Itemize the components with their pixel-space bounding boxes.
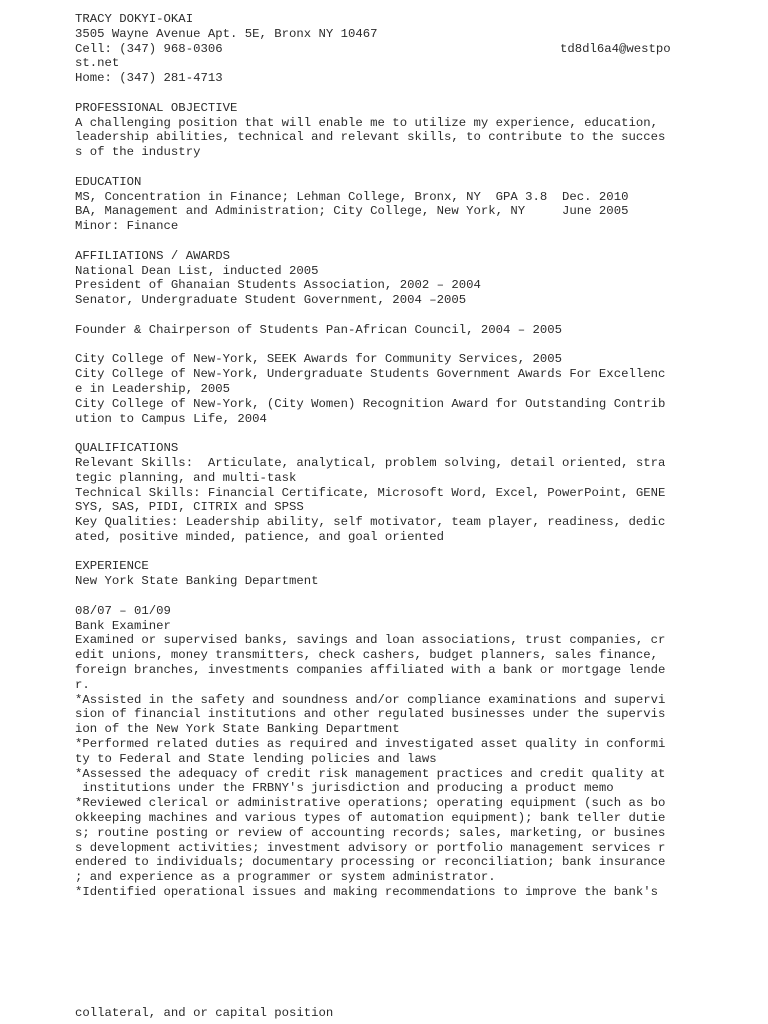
- award-line: City College of New-York, SEEK Awards for Community Services, 2005: [75, 352, 563, 367]
- experience-line: sion of financial institutions and other regulated businesses under the supervis: [75, 707, 666, 722]
- affiliation-line: Senator, Undergraduate Student Government, 2004 –2005: [75, 293, 467, 308]
- experience-line: *Identified operational issues and making recommendations to improve the bank's: [75, 885, 658, 900]
- contact-email: td8dl6a4@westpo: [560, 41, 671, 56]
- spacer: [75, 338, 675, 353]
- experience-line: *Assessed the adequacy of credit risk management practices and credit quality at: [75, 766, 666, 781]
- spacer: [75, 234, 675, 249]
- objective-line: A challenging position that will enable me to utilize my experience, education,: [75, 115, 658, 130]
- experience-line: okkeeping machines and various types of automation equipment); bank teller dutie: [75, 811, 666, 826]
- spacer: [75, 589, 675, 604]
- affiliation-line: National Dean List, inducted 2005: [75, 263, 319, 278]
- spacer: [75, 86, 675, 101]
- objective-line: leadership abilities, technical and relevant skills, to contribute to the succes: [75, 130, 666, 145]
- contact-cell: Cell: (347) 968-0306: [75, 41, 223, 56]
- experience-line: *Assisted in the safety and soundness and/or compliance examinations and supervi: [75, 692, 666, 707]
- affiliation-line: Founder & Chairperson of Students Pan-African Council, 2004 – 2005: [75, 322, 563, 337]
- experience-tail-line: collateral, and or capital position: [75, 1006, 334, 1020]
- spacer: [75, 308, 675, 323]
- award-line: City College of New-York, (City Women) Recognition Award for Outstanding Contrib: [75, 396, 666, 411]
- award-line: City College of New-York, Undergraduate Students Government Awards For Excellenc: [75, 367, 666, 382]
- qualifications-heading: QUALIFICATIONS: [75, 441, 179, 456]
- contact-name: TRACY DOKYI-OKAI: [75, 12, 194, 26]
- qualification-line: Relevant Skills: Articulate, analytical, problem solving, detail oriented, stra: [75, 455, 666, 470]
- qualification-line: ated, positive minded, patience, and goal oriented: [75, 529, 444, 544]
- qualification-line: Key Qualities: Leadership ability, self motivator, team player, readiness, dedic: [75, 515, 666, 530]
- award-line: ution to Campus Life, 2004: [75, 411, 267, 426]
- award-line: e in Leadership, 2005: [75, 381, 230, 396]
- experience-line: s; routine posting or review of accounting records; sales, marketing, or busines: [75, 825, 666, 840]
- contact-address: 3505 Wayne Avenue Apt. 5E, Bronx NY 10467: [75, 26, 378, 41]
- experience-heading: EXPERIENCE: [75, 559, 149, 574]
- spacer: [75, 545, 675, 560]
- spacer: [75, 426, 675, 441]
- affiliation-line: President of Ghanaian Students Association, 2002 – 2004: [75, 278, 481, 293]
- qualification-line: tegic planning, and multi-task: [75, 470, 297, 485]
- objective-line: s of the industry: [75, 145, 201, 160]
- education-line: Minor: Finance: [75, 219, 179, 234]
- education-line: MS, Concentration in Finance; Lehman College, Bronx, NY GPA 3.8 Dec. 2010: [75, 189, 629, 204]
- education-line: BA, Management and Administration; City College, New York, NY June 2005: [75, 204, 629, 219]
- spacer: [75, 160, 675, 175]
- experience-title: Bank Examiner: [75, 618, 171, 633]
- experience-line: *Reviewed clerical or administrative operations; operating equipment (such as bo: [75, 796, 666, 811]
- experience-line: s development activities; investment advisory or portfolio management services r: [75, 840, 666, 855]
- experience-line: r.: [75, 677, 90, 692]
- contact-home: Home: (347) 281-4713: [75, 71, 223, 86]
- experience-line: foreign branches, investments companies affiliated with a bank or mortgage lende: [75, 663, 666, 678]
- affiliations-heading: AFFILIATIONS / AWARDS: [75, 248, 230, 263]
- contact-email-wrap: st.net: [75, 56, 120, 71]
- experience-line: *Performed related duties as required and investigated asset quality in conformi: [75, 737, 666, 752]
- experience-line: institutions under the FRBNY's jurisdiction and producing a product memo: [75, 781, 614, 796]
- experience-line: Examined or supervised banks, savings and loan associations, trust companies, cr: [75, 633, 666, 648]
- experience-line: ; and experience as a programmer or system administrator.: [75, 870, 496, 885]
- objective-heading: PROFESSIONAL OBJECTIVE: [75, 100, 238, 115]
- experience-line: ion of the New York State Banking Department: [75, 722, 400, 737]
- experience-employer: New York State Banking Department: [75, 574, 319, 589]
- qualification-line: SYS, SAS, PIDI, CITRIX and SPSS: [75, 500, 304, 515]
- experience-line: edit unions, money transmitters, check cashers, budget planners, sales finance,: [75, 648, 658, 663]
- experience-line: ty to Federal and State lending policies and laws: [75, 751, 437, 766]
- education-heading: EDUCATION: [75, 174, 142, 189]
- resume-body: [75, 12, 675, 900]
- experience-dates: 08/07 – 01/09: [75, 603, 171, 618]
- qualification-line: Technical Skills: Financial Certificate, Microsoft Word, Excel, PowerPoint, GENE: [75, 485, 666, 500]
- experience-line: endered to individuals; documentary processing or reconciliation; bank insurance: [75, 855, 666, 870]
